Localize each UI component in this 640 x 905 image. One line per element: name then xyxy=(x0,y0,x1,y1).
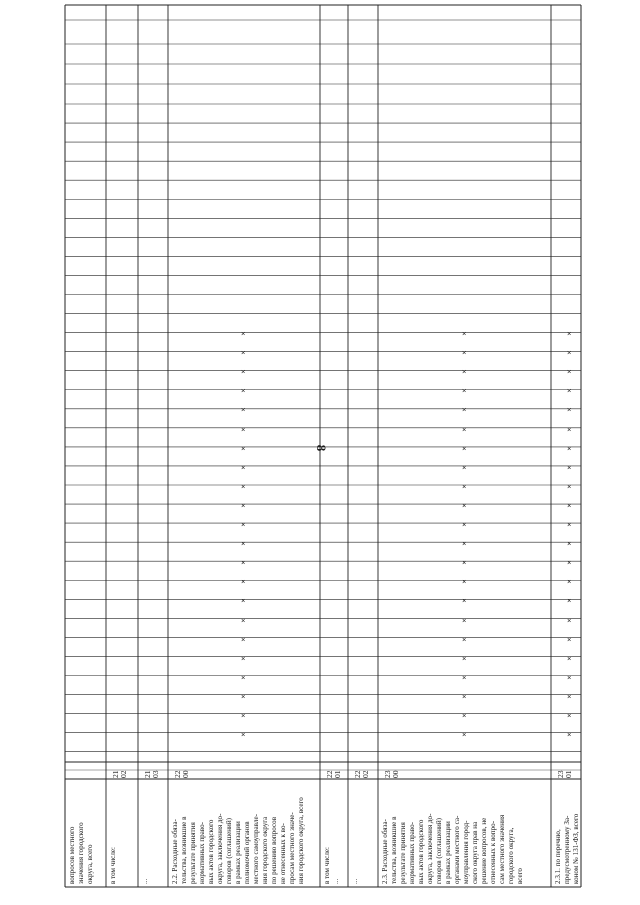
not-applicable-mark: × xyxy=(241,558,246,568)
row-label-line: нормативных право- xyxy=(408,821,416,884)
row-label-r2102 xyxy=(109,847,118,884)
row-code-part: 03 xyxy=(151,770,160,778)
not-applicable-mark: × xyxy=(241,462,246,472)
row-label-line: вых актов городского xyxy=(207,819,215,884)
not-applicable-mark: × xyxy=(241,348,246,358)
not-applicable-mark: × xyxy=(462,386,467,396)
row-code-r2300 xyxy=(384,770,400,778)
not-applicable-mark: × xyxy=(567,520,572,529)
not-applicable-mark: × xyxy=(462,367,467,377)
row-label-line: по решению вопросов xyxy=(270,816,278,884)
not-applicable-mark: × xyxy=(462,577,467,587)
not-applicable-mark: × xyxy=(241,615,246,625)
row-label-r2103 xyxy=(141,879,150,884)
not-applicable-mark: × xyxy=(241,653,246,663)
row-label-line: 2.2. Расходные обяза- xyxy=(171,819,179,884)
row-label-line: результате принятия xyxy=(189,822,197,884)
not-applicable-mark: × xyxy=(462,558,467,568)
not-applicable-mark: × xyxy=(241,596,246,606)
row-code-part: 22 xyxy=(353,770,362,778)
row-label-line: говоров (соглашений) xyxy=(435,817,443,884)
not-applicable-mark: × xyxy=(567,424,572,434)
row-label-r2201 xyxy=(323,847,341,884)
not-applicable-mark: × xyxy=(462,443,467,453)
row-label-r2202 xyxy=(351,879,360,884)
row-label-line: в том числе: xyxy=(109,847,117,884)
row-label-line: ... xyxy=(141,878,149,884)
row-code-r2103 xyxy=(144,770,160,778)
row-label-line: нормативных право- xyxy=(198,821,206,884)
not-applicable-mark: × xyxy=(241,634,246,644)
row-label-line: городского округа, xyxy=(507,827,515,884)
row-code-part: 01 xyxy=(564,770,573,778)
row-label-line: ния городского округа, всего xyxy=(297,797,305,884)
not-applicable-mark: × xyxy=(567,500,572,510)
row-label-line: полномочий органов xyxy=(243,821,251,884)
row-label-line: органами местного са- xyxy=(453,815,461,884)
not-applicable-mark: × xyxy=(462,500,467,510)
row-label-line: всего xyxy=(516,868,524,884)
row-label-line: в рамках реализации xyxy=(234,821,242,884)
not-applicable-mark: × xyxy=(567,672,572,682)
row-label-r2200 xyxy=(171,797,306,884)
row-code-part: 02 xyxy=(119,770,128,778)
row-label-line: тельства, возникшие в xyxy=(390,816,398,884)
not-applicable-mark: × xyxy=(241,386,246,396)
row-label-line: ния городского округа xyxy=(261,816,269,884)
not-applicable-mark: × xyxy=(462,711,467,720)
row-label-line: значения городского xyxy=(77,822,85,884)
not-applicable-mark: × xyxy=(241,730,246,740)
not-applicable-mark: × xyxy=(567,348,572,358)
row-code-r2202 xyxy=(354,770,370,778)
not-applicable-mark: × xyxy=(567,539,572,549)
not-applicable-mark: × xyxy=(567,462,572,472)
not-applicable-mark: × xyxy=(462,634,467,644)
row-label-line: округа, заключения до- xyxy=(426,813,434,884)
not-applicable-mark: × xyxy=(462,424,467,434)
not-applicable-mark: × xyxy=(567,367,572,377)
not-applicable-mark: × xyxy=(567,558,572,568)
not-applicable-mark: × xyxy=(241,500,246,510)
not-applicable-mark: × xyxy=(241,443,246,453)
not-applicable-mark: × xyxy=(567,329,572,338)
not-applicable-mark: × xyxy=(462,539,467,549)
row-label-line: округа, заключения до- xyxy=(216,813,224,884)
not-applicable-mark: × xyxy=(462,653,467,663)
not-applicable-mark: × xyxy=(567,386,572,396)
row-code-part: 23 xyxy=(556,770,565,778)
row-label-line: местного самоуправле- xyxy=(252,814,260,884)
not-applicable-mark: × xyxy=(567,443,572,453)
row-label-line: решение вопросов, не xyxy=(480,817,488,884)
row-code-part: 00 xyxy=(181,770,190,778)
not-applicable-mark: × xyxy=(241,711,246,720)
not-applicable-mark: × xyxy=(567,577,572,587)
not-applicable-mark: × xyxy=(241,424,246,434)
row-label-line: ... xyxy=(351,878,359,884)
not-applicable-mark: × xyxy=(567,634,572,644)
row-code-part: 01 xyxy=(333,770,342,778)
not-applicable-mark: × xyxy=(241,691,246,701)
row-label-line: сам местного значения xyxy=(498,814,506,884)
not-applicable-mark: × xyxy=(241,405,246,415)
row-code-part: 23 xyxy=(383,770,392,778)
row-label-line: 2.3.1. по перечню, xyxy=(554,829,562,884)
not-applicable-mark: × xyxy=(462,462,467,472)
row-code-part: 22 xyxy=(173,770,182,778)
row-label-line: предусмотренному За- xyxy=(563,815,571,884)
row-label-line: результате принятия xyxy=(399,822,407,884)
row-code-part: 21 xyxy=(111,770,120,778)
row-label-line: в рамках реализации xyxy=(444,821,452,884)
row-code-part: 02 xyxy=(361,770,370,778)
row-label-line: коном № 131-ФЗ, всего xyxy=(572,813,580,884)
not-applicable-mark: × xyxy=(462,405,467,415)
not-applicable-mark: × xyxy=(241,520,246,529)
row-code-part: 00 xyxy=(391,770,400,778)
not-applicable-mark: × xyxy=(462,329,467,338)
row-code-r2301 xyxy=(557,770,573,778)
not-applicable-mark: × xyxy=(567,711,572,720)
not-applicable-mark: × xyxy=(567,653,572,663)
row-label-line: моуправления город- xyxy=(462,820,470,884)
row-label-r2102-head xyxy=(68,822,95,884)
not-applicable-mark: × xyxy=(567,615,572,625)
not-applicable-mark: × xyxy=(462,520,467,529)
row-code-r2102 xyxy=(112,770,128,778)
row-label-line: округа, всего xyxy=(86,844,94,884)
not-applicable-mark: × xyxy=(462,691,467,701)
row-label-line: ... xyxy=(332,878,340,884)
row-label-line: отнесенных к вопро- xyxy=(489,820,497,884)
not-applicable-mark: × xyxy=(567,405,572,415)
not-applicable-mark: × xyxy=(462,615,467,625)
not-applicable-mark: × xyxy=(567,596,572,606)
not-applicable-mark: × xyxy=(462,672,467,682)
not-applicable-mark: × xyxy=(241,577,246,587)
not-applicable-mark: × xyxy=(462,596,467,606)
not-applicable-mark: × xyxy=(567,481,572,491)
row-label-line: говоров (соглашений) xyxy=(225,817,233,884)
row-label-r2300 xyxy=(381,814,525,884)
not-applicable-mark: × xyxy=(567,691,572,701)
not-applicable-mark: × xyxy=(567,730,572,740)
not-applicable-mark: × xyxy=(462,730,467,740)
row-label-line: вых актов городского xyxy=(417,819,425,884)
not-applicable-mark: × xyxy=(241,367,246,377)
page-number: 8 xyxy=(314,444,329,452)
row-code-part: 22 xyxy=(325,770,334,778)
row-code-r2201 xyxy=(326,770,342,778)
row-label-line: просам местного значе- xyxy=(288,812,296,884)
row-label-r2301 xyxy=(554,814,581,884)
not-applicable-mark: × xyxy=(241,481,246,491)
not-applicable-mark: × xyxy=(462,348,467,358)
not-applicable-mark: × xyxy=(462,481,467,491)
row-code-r2200 xyxy=(174,770,190,778)
not-applicable-mark: × xyxy=(241,539,246,549)
row-code-part: 21 xyxy=(143,770,152,778)
row-label-line: в том числе: xyxy=(323,847,331,884)
not-applicable-mark: × xyxy=(241,672,246,682)
row-label-line: не отнесенных к во- xyxy=(279,823,287,884)
row-label-line: вопросов местного xyxy=(68,826,76,884)
row-label-line: ского округа прав на xyxy=(471,821,479,884)
row-label-line: 2.3. Расходные обяза- xyxy=(381,819,389,884)
not-applicable-mark: × xyxy=(241,329,246,338)
row-label-line: тельства, возникшие в xyxy=(180,816,188,884)
